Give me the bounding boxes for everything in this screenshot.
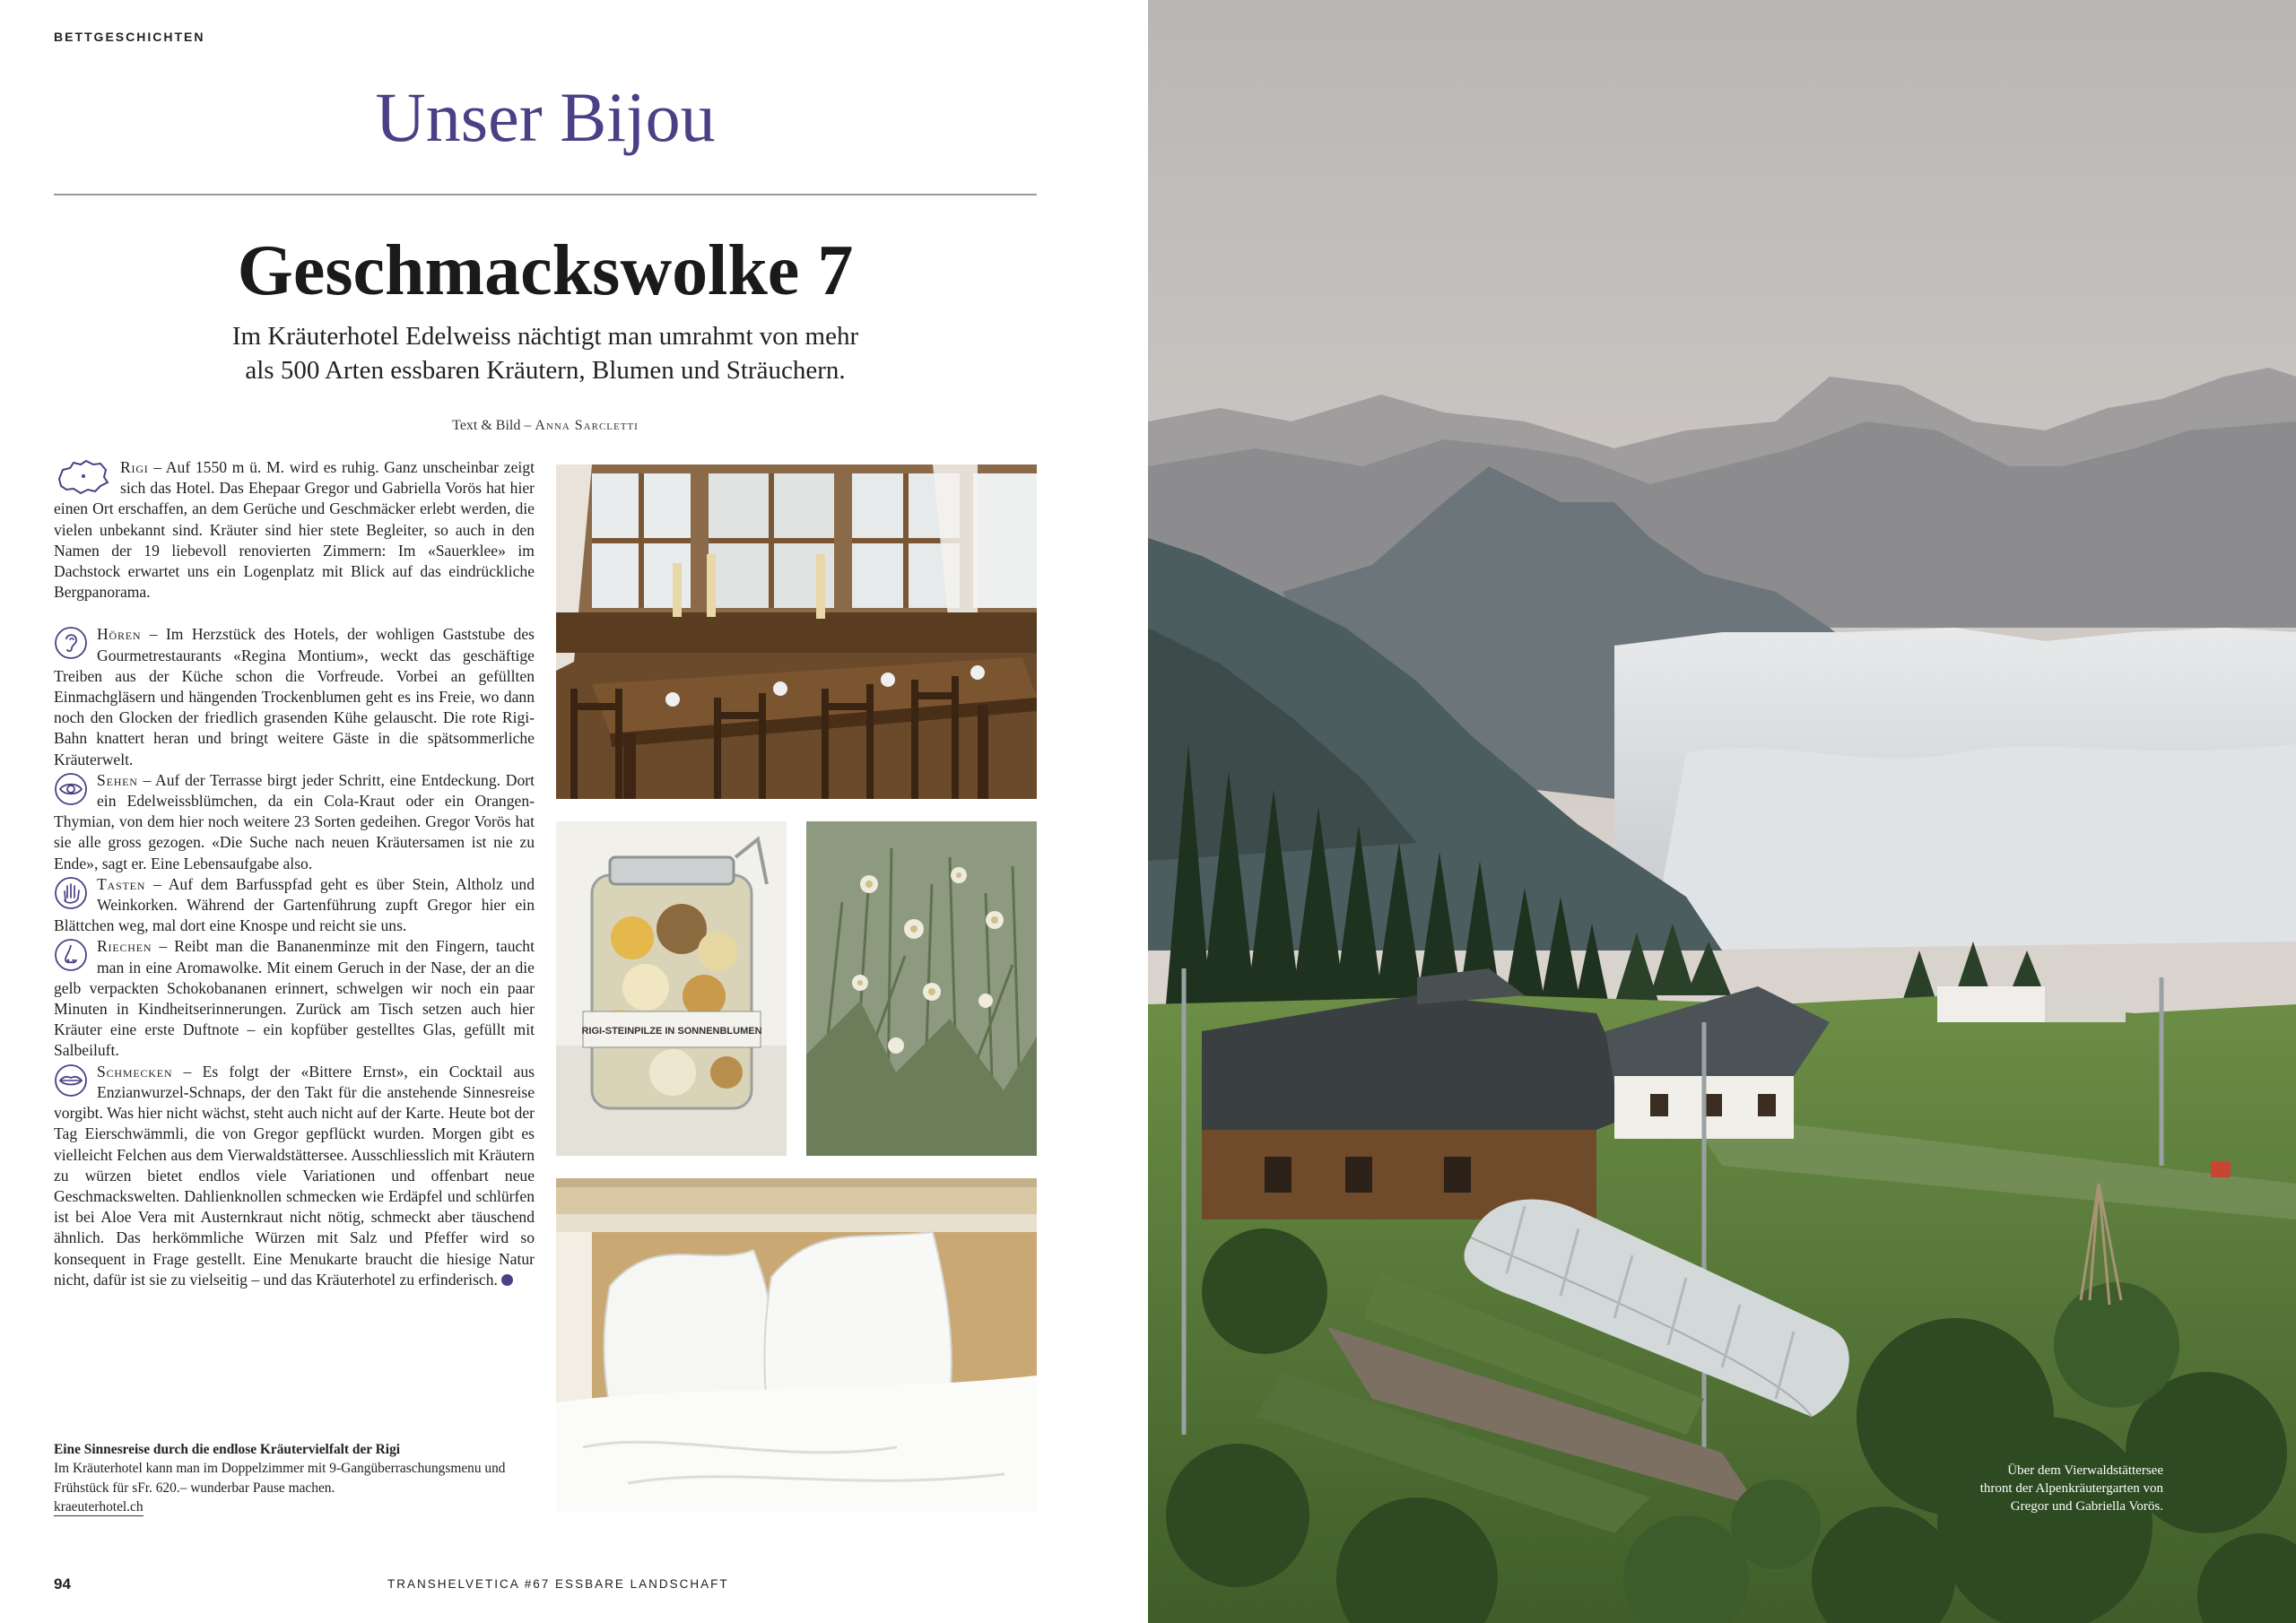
sense-paragraph-sehen (54, 770, 535, 874)
article-subhead (179, 319, 911, 387)
edelweiss-plants-photo (806, 821, 1037, 1156)
title-divider (54, 194, 1037, 195)
preserved-mushroom-jar-photo (556, 821, 787, 1156)
paragraph-text: – Auf 1550 m ü. M. wird es ruhig. Ganz unscheinbar zeigt sich das Hotel. Das Ehepaar Gregor und Gabriella Vorös hat hier einen Ort erschaffen, an dem Gerüche und Geschmäcker erlebt werden, die vielen unbekannt sind. Kräuter sind hier stete Begleiter, so auch in den Namen der 19 liebevoll renovierten Zimmern: Im «Sauerklee» im Dachstock erwartet uns ein Logenplatz mit Blick auf das eindrückliche Bergpanorama. (54, 458, 535, 602)
info-title: Eine Sinnesreise durch die endlose Kräutervielfalt der Rigi (54, 1442, 401, 1457)
switzerland-map-icon (54, 459, 111, 495)
dining-room-photo (556, 464, 1037, 799)
photo-caption (1785, 1462, 2163, 1515)
jar-label-text: RIGI-STEINPILZE IN SONNENBLUMEN (581, 1026, 762, 1037)
paragraph-lead: Hören (97, 625, 142, 644)
sense-paragraph-hoeren (54, 624, 535, 769)
nose-icon (54, 938, 88, 972)
paragraph-text: – Es folgt der «Bittere Ernst», ein Cocktail aus Enzianwurzel-Schnaps, der den Takt für die anstehende Sinnesreise vorgibt. Was hier nicht wächst, steht auch nicht auf der Karte. Heute bot der Tag Eierschwämmli, die von Gregor gepflückt wurden. Morgen gibt es vielleicht Felchen aus dem Vierwaldstättersee. Ausschliesslich mit Kräutern zu würzen bietet endlos viele Variationen und offenbart neue Geschmackswelten. Dahlienknollen schmecken wie Erdäpfel und schlürfen ist bei Aloe Vera mit Austernkraut nicht nötig, schmeckt aber täuschend ähnlich. Das herkömmliche Würzen mit Salz und Pfeffer wird so konsequent in Frage gestellt. Eine Menukarte braucht die hiesige Natur nicht, dafür ist sie zu vielseitig – und das Kräuterhotel zu erfinderisch. (54, 1062, 535, 1289)
caption-line: thront der Alpenkräutergarten von (1979, 1481, 2163, 1496)
info-text: Im Kräuterhotel kann man im Doppelzimmer mit 9-Gangüberraschungsmenu und Frühstück für sFr. 620.– wunderbar Pause machen. (54, 1461, 506, 1496)
article-headline: Geschmackswolke 7 (237, 231, 854, 310)
caption-line: Gregor und Gabriella Vorös. (2010, 1499, 2163, 1514)
paragraph-lead: Sehen (97, 770, 138, 789)
ear-icon (54, 626, 88, 660)
running-footer: TRANSHELVETICA #67 ESSBARE LANDSCHAFT (387, 1577, 729, 1591)
paragraph-lead: Rigi (120, 458, 149, 476)
paragraph-text: – Auf der Terrasse birgt jeder Schritt, eine Entdeckung. Dort ein Edelweissblümchen, da ein Cola-Kraut oder ein Orangen-Thymian, von dem hier noch weitere 23 Sorten gedeihen. Gregor Vorös hat sie alle gross gezogen. «Die Suche nach neuen Kräutersamen ist nie zu Ende», sagt er. Eine Lebensaufgabe also. (54, 770, 535, 872)
sense-paragraph-schmecken (54, 1062, 535, 1290)
landscape-photo-page (1148, 0, 2296, 1623)
mouth-icon (54, 1063, 88, 1098)
section-label: BETTGESCHICHTEN (54, 30, 205, 44)
page-number: 94 (54, 1575, 71, 1593)
paragraph-lead: Schmecken (97, 1062, 173, 1081)
caption-line: Über dem Vierwaldstättersee (2007, 1463, 2163, 1478)
subhead-line: als 500 Arten essbaren Kräutern, Blumen und Sträuchern. (245, 356, 846, 385)
paragraph-text: – Reibt man die Bananenminze mit den Fingern, taucht man in eine Aromawolke. Mit einem Geruch in der Nase, der an die gelb verpackten Schokobananen erinnert, schwelgen wir noch ein paar Minuten in Kindheitserinnerungen. Zurück am Tisch setzen auch hier Kräuter eine erste Duftnote – ein kopfüber gestelltes Glas, gefüllt mit Salbeiluft. (54, 937, 535, 1060)
hand-icon (54, 876, 88, 910)
paragraph-lead: Tasten (97, 874, 146, 893)
end-mark (501, 1274, 513, 1286)
article-body (54, 457, 535, 1290)
rigi-landscape-photo (1148, 0, 2296, 1623)
byline (54, 418, 1037, 434)
paragraph-text: – Im Herzstück des Hotels, der wohligen Gaststube des Gourmetrestaurants «Regina Montium», weckt das geschäftige Treiben aus der Küche schon die Vorfreude. Vorbei an gefüllten Einmachgläsern und hängenden Trockenblumen geht es ins Freie, wo dann noch den Glocken der friedlich grasenden Kühe gelauscht. Die rote Rigi-Bahn knattert heran und bringt weitere Gäste in die spätsommerliche Kräuterwelt. (54, 625, 535, 768)
paragraph-text: – Auf dem Barfusspfad geht es über Stein, Altholz und Weinkorken. Während der Gartenführung zupft Gregor hier ein Blättchen weg, mal dort eine Knospe und reicht sie uns. (54, 874, 535, 935)
eye-icon (54, 772, 88, 806)
sense-paragraph-tasten (54, 874, 535, 937)
sense-paragraph-riechen (54, 936, 535, 1061)
paragraph-lead: Riechen (97, 937, 152, 956)
byline-prefix: Text & Bild – (452, 418, 535, 433)
subhead-line: Im Kräuterhotel Edelweiss nächtigt man umrahmt von mehr (231, 322, 859, 351)
bed-pillows-photo (556, 1178, 1037, 1513)
intro-paragraph (54, 457, 535, 603)
hotel-website-link[interactable]: kraeuterhotel.ch (54, 1499, 144, 1515)
byline-author: Anna Sarcletti (535, 418, 639, 433)
hotel-info-box (54, 1440, 538, 1517)
column-title: Unser Bijou (375, 78, 716, 156)
